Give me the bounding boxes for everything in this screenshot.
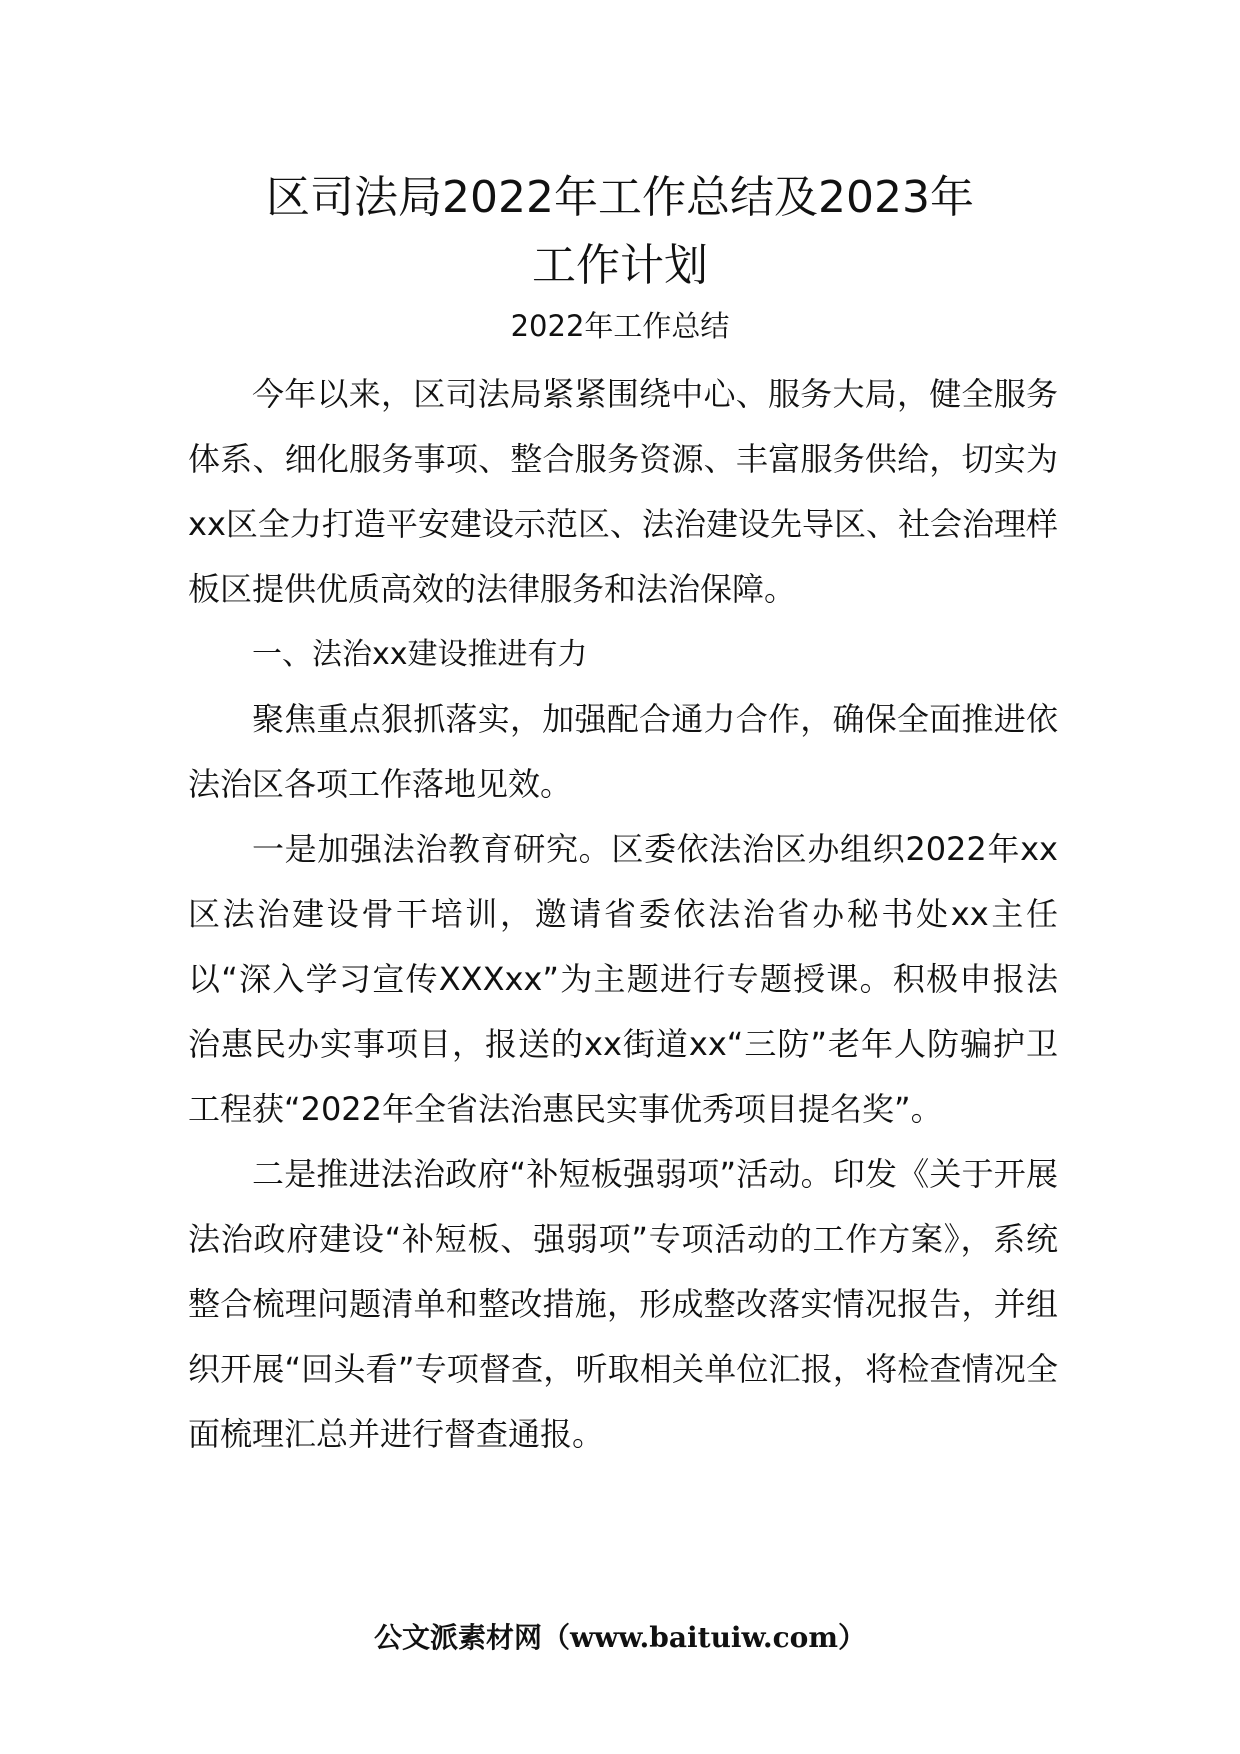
body-paragraph: 一是加强法治教育研究。区委依法治区办组织2022年xx区法治建设骨干培训，邀请省委依法治省办秘书处xx主任以“深入学习宣传XXXxx”为主题进行专题授课。积极申报法治惠民办实事项目，报送的xx街道xx“三防”老年人防骗护卫工程获“2022年全省法治惠民实事优秀项目提名奖”。 <box>188 830 1058 1128</box>
intro-paragraph: 今年以来，区司法局紧紧围绕中心、服务大局，健全服务体系、细化服务事项、整合服务资源、丰富服务供给，切实为xx区全力打造平安建设示范区、法治建设先导区、社会治理样板区提供优质高效的法律服务和法治保障。 <box>188 375 1058 608</box>
document-title-line-2: 工作计划 <box>532 240 708 291</box>
section-heading: 一、法治xx建设推进有力 <box>252 637 588 672</box>
body-paragraph: 二是推进法治政府“补短板强弱项”活动。印发《关于开展法治政府建设“补短板、强弱项”专项活动的工作方案》，系统整合梳理问题清单和整改措施，形成整改落实情况报告，并组织开展“回头看”专项督查，听取相关单位汇报，将检查情况全面梳理汇总并进行督查通报。 <box>188 1155 1058 1453</box>
section-subtitle: 2022年工作总结 <box>510 309 730 343</box>
document-body <box>188 362 1058 1467</box>
footer-watermark: 公文派素材网（www.baituiw.com） <box>374 1621 866 1654</box>
body-paragraph: 聚焦重点狠抓落实，加强配合通力合作，确保全面推进依法治区各项工作落地见效。 <box>188 700 1058 803</box>
document-title-line-1: 区司法局2022年工作总结及2023年 <box>266 172 974 223</box>
